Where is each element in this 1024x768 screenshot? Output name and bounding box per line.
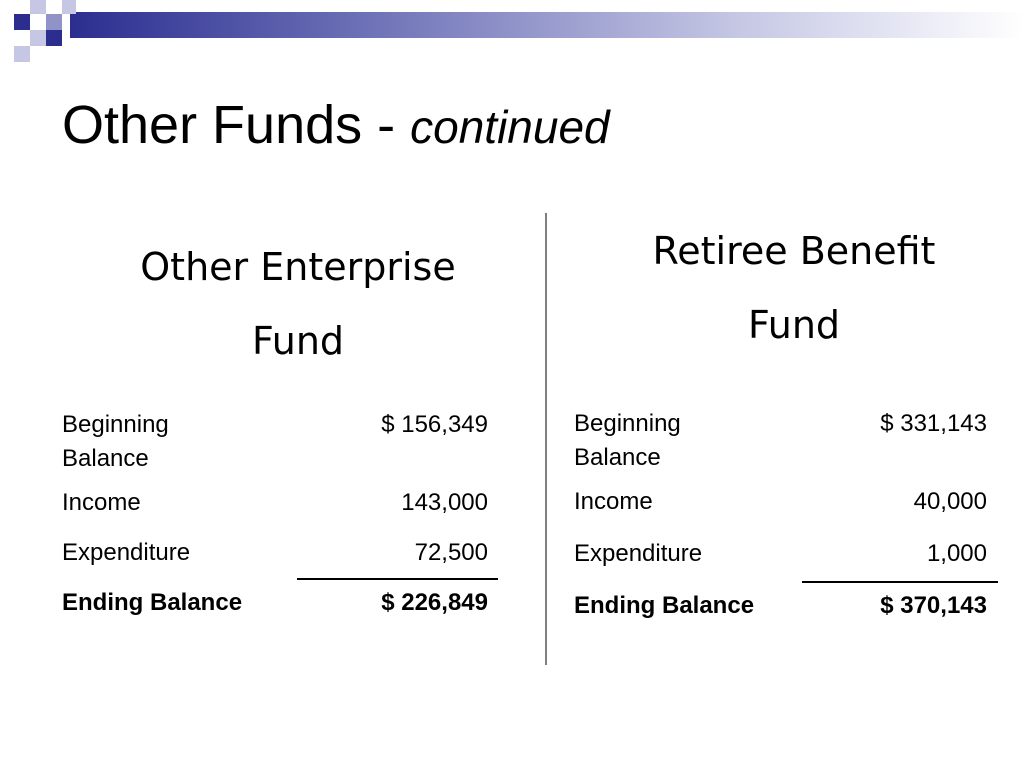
fund-table-retiree-benefit bbox=[574, 407, 987, 629]
fund-heading-line1: Other Enterprise bbox=[140, 245, 456, 289]
slide-title-main: Other Funds - bbox=[62, 95, 411, 155]
row-amount: $ 331,143 bbox=[880, 410, 987, 437]
row-amount: 1,000 bbox=[926, 540, 987, 567]
row-label: Beginning Balance bbox=[574, 410, 681, 471]
slide-title bbox=[62, 96, 610, 155]
fund-heading-line1: Retiree Benefit bbox=[652, 229, 936, 273]
row-label: Income bbox=[574, 488, 653, 515]
deco-square bbox=[46, 30, 62, 46]
slide-title-suffix: continued bbox=[410, 101, 610, 153]
header-gradient-band bbox=[70, 12, 1024, 38]
row-label: Expenditure bbox=[62, 539, 191, 566]
deco-square bbox=[46, 14, 62, 30]
row-amount: $ 226,849 bbox=[381, 589, 488, 616]
row-label: Income bbox=[62, 489, 141, 516]
deco-square bbox=[30, 0, 46, 14]
fund-table-other-enterprise bbox=[62, 408, 488, 628]
row-amount: 40,000 bbox=[913, 488, 987, 515]
column-divider bbox=[545, 213, 547, 665]
row-label: Expenditure bbox=[574, 540, 703, 567]
deco-square bbox=[14, 14, 30, 30]
row-amount: 72,500 bbox=[414, 539, 488, 566]
total-rule bbox=[802, 581, 998, 583]
row-amount: $ 156,349 bbox=[381, 411, 488, 438]
row-label: Ending Balance bbox=[62, 589, 243, 616]
total-rule bbox=[297, 578, 498, 580]
fund-heading-line2: Fund bbox=[251, 319, 345, 363]
row-label: Beginning Balance bbox=[62, 411, 169, 472]
row-amount: $ 370,143 bbox=[880, 592, 987, 619]
deco-square bbox=[14, 46, 30, 62]
fund-heading-other-enterprise bbox=[80, 230, 516, 378]
fund-heading-line2: Fund bbox=[747, 303, 841, 347]
row-amount: 143,000 bbox=[401, 489, 488, 516]
row-label: Ending Balance bbox=[574, 592, 755, 619]
fund-heading-retiree-benefit bbox=[576, 214, 1012, 362]
deco-square bbox=[62, 0, 76, 14]
deco-square bbox=[30, 30, 46, 46]
